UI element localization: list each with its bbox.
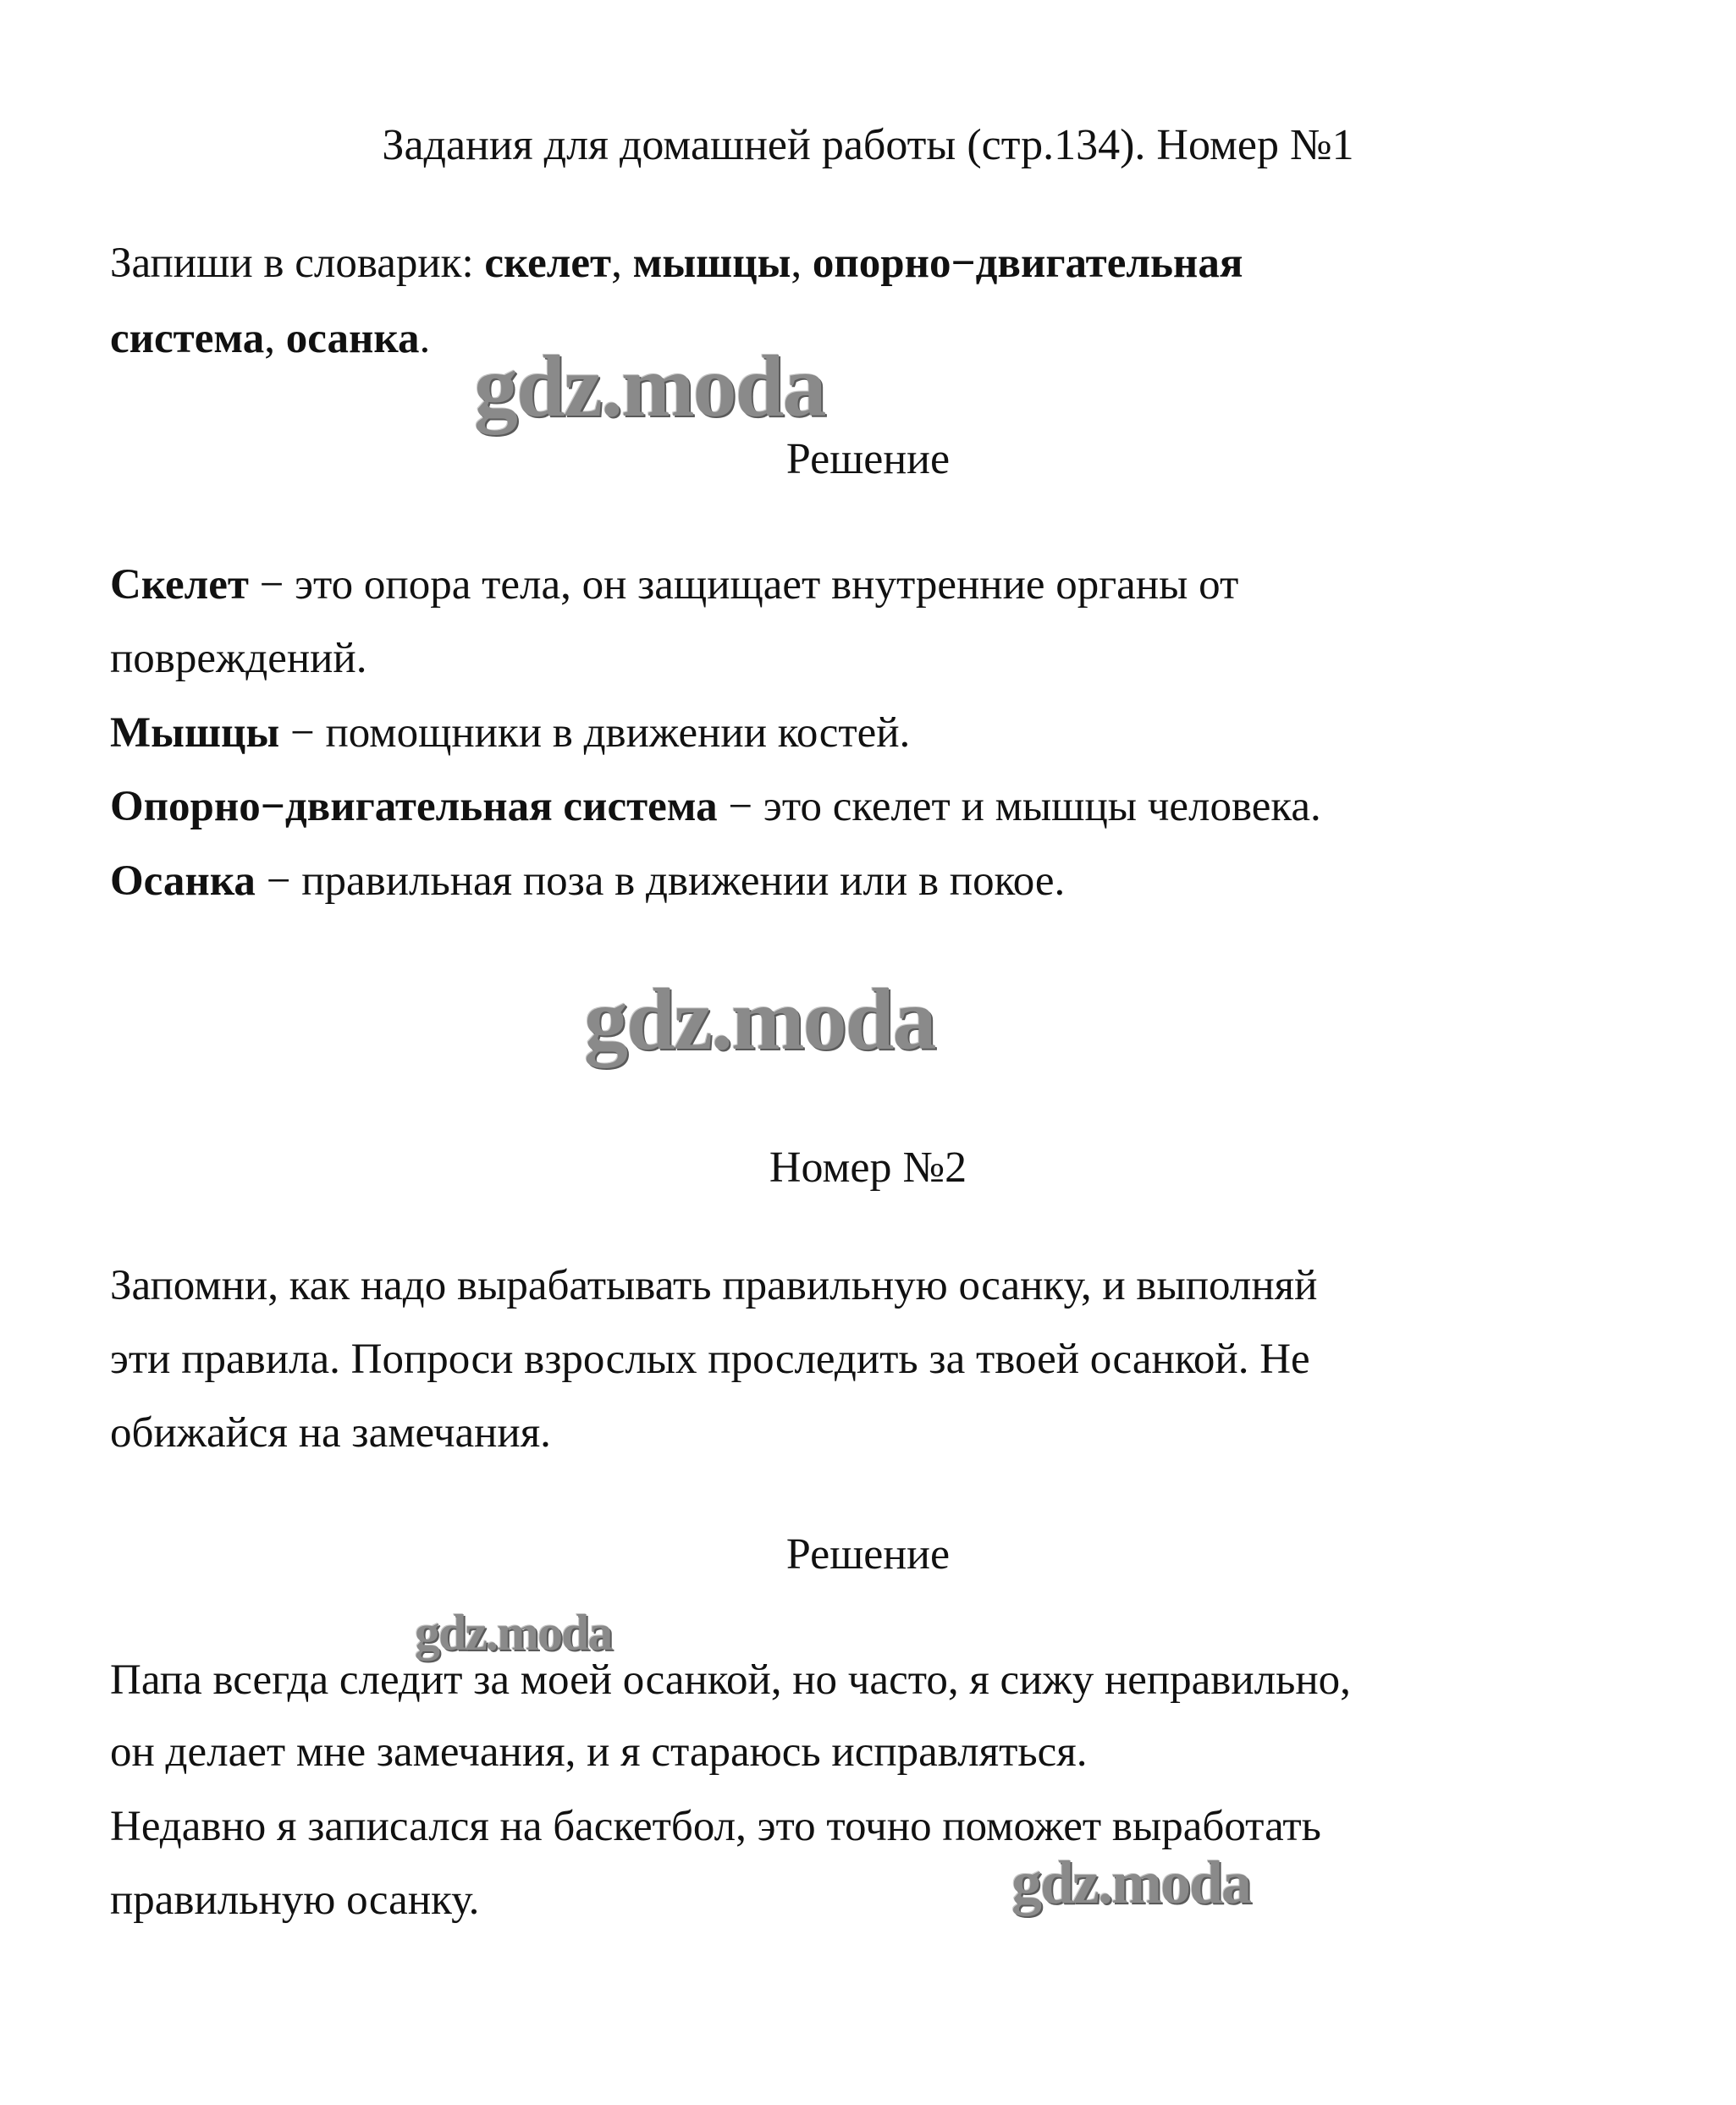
definition-musculoskeletal-system: [110, 781, 1321, 832]
definition-text: − правильная поза в движении или в покое.: [255, 857, 1066, 905]
term-posture: осанка: [285, 315, 420, 362]
task2-prompt-line-2: эти правила. Попроси взрослых проследить за твоей осанкой. Не: [110, 1336, 1310, 1383]
page-title: Задания для домашней работы (стр.134). Номер №1: [382, 121, 1354, 169]
task1-prompt-line-2: система, осанка.: [110, 315, 431, 362]
definition-text: − это опора тела, он защищает внутренние органы от: [248, 561, 1239, 609]
task1-prompt-line-1: Запиши в словарик: скелет, мышцы, опорно−двигательная: [110, 240, 1243, 287]
answer-line-1: Папа всегда следит за моей осанкой, но часто, я сижу неправильно,: [110, 1656, 1351, 1704]
definition-text: − помощники в движении костей.: [279, 709, 911, 757]
definition-skeleton-continuation: повреждений.: [110, 635, 367, 682]
answer-line-4: правильную осанку.: [110, 1876, 480, 1924]
term-muscles: мышцы: [632, 240, 791, 287]
definition-posture: [110, 856, 1065, 906]
term-musculoskeletal: опорно−двигательная: [812, 240, 1243, 287]
watermark-logo: gdz.moda: [1011, 1849, 1251, 1916]
definition-term: Осанка: [110, 857, 256, 905]
definition-term: Мышцы: [110, 709, 280, 757]
term-system: система: [110, 315, 265, 362]
term-skeleton: скелет: [484, 240, 612, 287]
watermark-logo: gdz.moda: [474, 338, 825, 435]
definition-term: Скелет: [110, 561, 249, 609]
definition-skeleton: [110, 559, 1238, 610]
task2-prompt-line-1: Запомни, как надо вырабатывать правильную осанку, и выполняй: [110, 1262, 1318, 1309]
answer-line-3: Недавно я записался на баскетбол, это точно поможет выработать: [110, 1803, 1321, 1850]
solution-label-2: Решение: [785, 1530, 951, 1579]
watermark-logo: gdz.moda: [415, 1605, 612, 1661]
definition-text: − это скелет и мышцы человека.: [717, 783, 1321, 830]
task1-prompt-prefix: Запиши в словарик:: [110, 240, 485, 287]
answer-line-2: он делает мне замечания, и я стараюсь исправляться.: [110, 1728, 1088, 1776]
watermark-logo: gdz.moda: [584, 971, 935, 1068]
definition-muscles: [110, 708, 910, 758]
task2-prompt-line-3: обижайся на замечания.: [110, 1409, 551, 1457]
solution-label-1: Решение: [785, 435, 951, 483]
definition-term: Опорно−двигательная система: [110, 783, 718, 830]
task2-heading: Номер №2: [769, 1143, 967, 1192]
